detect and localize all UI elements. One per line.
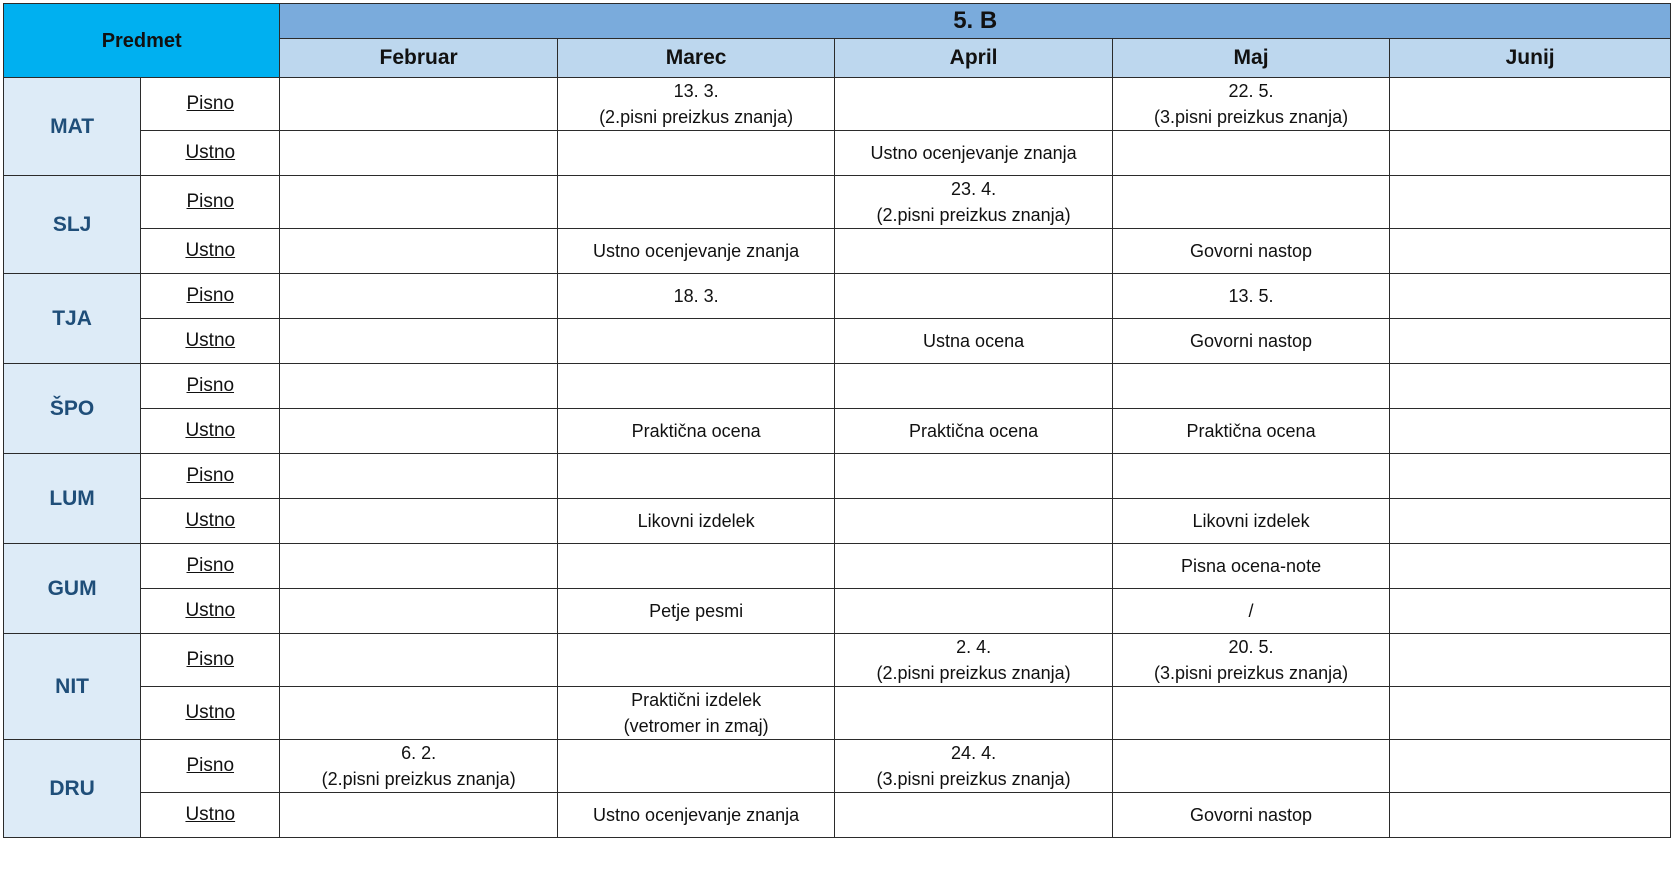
- assessment-kind: Pisno: [141, 634, 280, 687]
- assessment-kind: Ustno: [141, 687, 280, 740]
- assessment-kind: Ustno: [141, 409, 280, 454]
- schedule-cell: [1390, 454, 1671, 499]
- schedule-cell: [1390, 319, 1671, 364]
- schedule-cell: [835, 274, 1112, 319]
- cell-text-line: 23. 4.: [951, 179, 997, 199]
- schedule-cell: [1390, 544, 1671, 589]
- month-header: Junij: [1390, 39, 1671, 78]
- subject-name: TJA: [4, 274, 141, 364]
- cell-text-line: 13. 5.: [1228, 286, 1274, 306]
- schedule-cell: [835, 589, 1112, 634]
- table-row: [4, 364, 1671, 409]
- schedule-cell: [557, 499, 834, 544]
- schedule-cell: [280, 499, 557, 544]
- table-row: [4, 544, 1671, 589]
- schedule-cell: [1390, 740, 1671, 793]
- grading-schedule-table: [3, 3, 1671, 838]
- schedule-cell: [835, 740, 1112, 793]
- cell-text-line: Praktična ocena: [909, 421, 1039, 441]
- assessment-kind: Ustno: [141, 131, 280, 176]
- schedule-cell: [1390, 589, 1671, 634]
- schedule-cell: [1390, 687, 1671, 740]
- schedule-cell: [1390, 634, 1671, 687]
- assessment-kind: Pisno: [141, 454, 280, 499]
- subject-name: LUM: [4, 454, 141, 544]
- table-row: [4, 131, 1671, 176]
- schedule-cell: [557, 131, 834, 176]
- schedule-cell: [280, 364, 557, 409]
- schedule-cell: [835, 409, 1112, 454]
- cell-text-line: (vetromer in zmaj): [623, 716, 769, 736]
- cell-text-line: Govorni nastop: [1190, 241, 1313, 261]
- table-row: [4, 589, 1671, 634]
- assessment-kind: Pisno: [141, 364, 280, 409]
- schedule-cell: [557, 687, 834, 740]
- schedule-body: [4, 78, 1671, 838]
- assessment-kind: Pisno: [141, 274, 280, 319]
- schedule-cell: [1390, 176, 1671, 229]
- schedule-cell: [280, 634, 557, 687]
- schedule-cell: [835, 544, 1112, 589]
- schedule-cell: [557, 176, 834, 229]
- schedule-cell: [1112, 364, 1389, 409]
- predmet-header: Predmet: [4, 4, 280, 78]
- cell-text-line: Ustno ocenjevanje znanja: [593, 805, 800, 825]
- schedule-cell: [1112, 274, 1389, 319]
- schedule-cell: [1390, 364, 1671, 409]
- schedule-cell: [835, 687, 1112, 740]
- assessment-kind: Pisno: [141, 78, 280, 131]
- schedule-cell: [557, 634, 834, 687]
- table-row: [4, 634, 1671, 687]
- assessment-kind: Ustno: [141, 499, 280, 544]
- schedule-cell: [280, 319, 557, 364]
- schedule-cell: [280, 176, 557, 229]
- month-header: Maj: [1112, 39, 1389, 78]
- schedule-cell: [1390, 78, 1671, 131]
- assessment-kind: Ustno: [141, 319, 280, 364]
- assessment-kind: Pisno: [141, 740, 280, 793]
- cell-text-line: (2.pisni preizkus znanja): [876, 205, 1071, 225]
- schedule-cell: [835, 793, 1112, 838]
- schedule-cell: [1390, 274, 1671, 319]
- schedule-cell: [1112, 740, 1389, 793]
- table-row: [4, 319, 1671, 364]
- schedule-cell: [280, 589, 557, 634]
- cell-text-line: Likovni izdelek: [637, 511, 755, 531]
- cell-text-line: (3.pisni preizkus znanja): [876, 769, 1071, 789]
- schedule-cell: [557, 274, 834, 319]
- cell-text-line: Praktična ocena: [631, 421, 761, 441]
- schedule-cell: [835, 634, 1112, 687]
- month-header: April: [835, 39, 1112, 78]
- schedule-cell: [280, 740, 557, 793]
- schedule-cell: [280, 78, 557, 131]
- schedule-cell: [280, 687, 557, 740]
- cell-text-line: Praktična ocena: [1186, 421, 1316, 441]
- schedule-cell: [835, 499, 1112, 544]
- cell-text-line: 13. 3.: [673, 81, 719, 101]
- cell-text-line: 22. 5.: [1228, 81, 1274, 101]
- cell-text-line: (2.pisni preizkus znanja): [599, 107, 794, 127]
- subject-name: GUM: [4, 544, 141, 634]
- cell-text-line: (3.pisni preizkus znanja): [1154, 107, 1349, 127]
- schedule-cell: [1112, 793, 1389, 838]
- schedule-cell: [1112, 634, 1389, 687]
- subject-name: SLJ: [4, 176, 141, 274]
- schedule-cell: [1112, 409, 1389, 454]
- schedule-cell: [1112, 78, 1389, 131]
- schedule-cell: [557, 793, 834, 838]
- schedule-cell: [1390, 793, 1671, 838]
- cell-text-line: Petje pesmi: [649, 601, 744, 621]
- month-header: Februar: [280, 39, 557, 78]
- cell-text-line: 6. 2.: [401, 743, 437, 763]
- subject-name: NIT: [4, 634, 141, 740]
- cell-text-line: Praktični izdelek: [631, 690, 762, 710]
- subject-name: MAT: [4, 78, 141, 176]
- schedule-cell: [1390, 409, 1671, 454]
- schedule-cell: [557, 364, 834, 409]
- schedule-cell: [557, 78, 834, 131]
- cell-text-line: Ustna ocena: [923, 331, 1025, 351]
- month-header: Marec: [557, 39, 834, 78]
- schedule-cell: [280, 409, 557, 454]
- schedule-cell: [1390, 131, 1671, 176]
- schedule-cell: [835, 176, 1112, 229]
- schedule-cell: [835, 364, 1112, 409]
- schedule-cell: [1112, 176, 1389, 229]
- schedule-cell: [835, 131, 1112, 176]
- table-row: [4, 687, 1671, 740]
- subject-name: ŠPO: [4, 364, 141, 454]
- table-row: [4, 793, 1671, 838]
- assessment-kind: Ustno: [141, 229, 280, 274]
- schedule-cell: [280, 274, 557, 319]
- class-header: 5. B: [280, 4, 1671, 39]
- cell-text-line: Pisna ocena-note: [1180, 556, 1322, 576]
- schedule-cell: [557, 319, 834, 364]
- schedule-cell: [1390, 499, 1671, 544]
- schedule-cell: [1112, 319, 1389, 364]
- table-row: [4, 176, 1671, 229]
- schedule-cell: [280, 229, 557, 274]
- schedule-cell: [1390, 229, 1671, 274]
- cell-text-line: (3.pisni preizkus znanja): [1154, 663, 1349, 683]
- cell-text-line: Govorni nastop: [1190, 805, 1313, 825]
- schedule-cell: [280, 544, 557, 589]
- cell-text-line: 18. 3.: [673, 286, 719, 306]
- schedule-cell: [1112, 589, 1389, 634]
- schedule-cell: [835, 229, 1112, 274]
- table-row: [4, 499, 1671, 544]
- schedule-cell: [1112, 454, 1389, 499]
- table-row: [4, 78, 1671, 131]
- cell-text-line: Ustno ocenjevanje znanja: [870, 143, 1077, 163]
- schedule-cell: [557, 740, 834, 793]
- table-row: [4, 454, 1671, 499]
- schedule-cell: [1112, 687, 1389, 740]
- schedule-cell: [557, 409, 834, 454]
- cell-text-line: Likovni izdelek: [1192, 511, 1310, 531]
- schedule-cell: [557, 589, 834, 634]
- cell-text-line: (2.pisni preizkus znanja): [321, 769, 516, 789]
- schedule-cell: [1112, 499, 1389, 544]
- table-row: [4, 274, 1671, 319]
- cell-text-line: 20. 5.: [1228, 637, 1274, 657]
- schedule-cell: [280, 454, 557, 499]
- assessment-kind: Ustno: [141, 793, 280, 838]
- schedule-cell: [280, 793, 557, 838]
- assessment-kind: Pisno: [141, 544, 280, 589]
- schedule-cell: [557, 544, 834, 589]
- schedule-cell: [1112, 544, 1389, 589]
- schedule-cell: [835, 319, 1112, 364]
- table-row: [4, 409, 1671, 454]
- cell-text-line: Ustno ocenjevanje znanja: [593, 241, 800, 261]
- assessment-kind: Pisno: [141, 176, 280, 229]
- schedule-cell: [1112, 229, 1389, 274]
- schedule-cell: [835, 78, 1112, 131]
- assessment-kind: Ustno: [141, 589, 280, 634]
- cell-text-line: 24. 4.: [951, 743, 997, 763]
- table-row: [4, 229, 1671, 274]
- schedule-cell: [557, 454, 834, 499]
- schedule-cell: [280, 131, 557, 176]
- table-row: [4, 740, 1671, 793]
- cell-text-line: 2. 4.: [956, 637, 992, 657]
- schedule-cell: [1112, 131, 1389, 176]
- schedule-cell: [835, 454, 1112, 499]
- subject-name: DRU: [4, 740, 141, 838]
- cell-text-line: /: [1248, 601, 1254, 621]
- cell-text-line: Govorni nastop: [1190, 331, 1313, 351]
- cell-text-line: (2.pisni preizkus znanja): [876, 663, 1071, 683]
- schedule-cell: [557, 229, 834, 274]
